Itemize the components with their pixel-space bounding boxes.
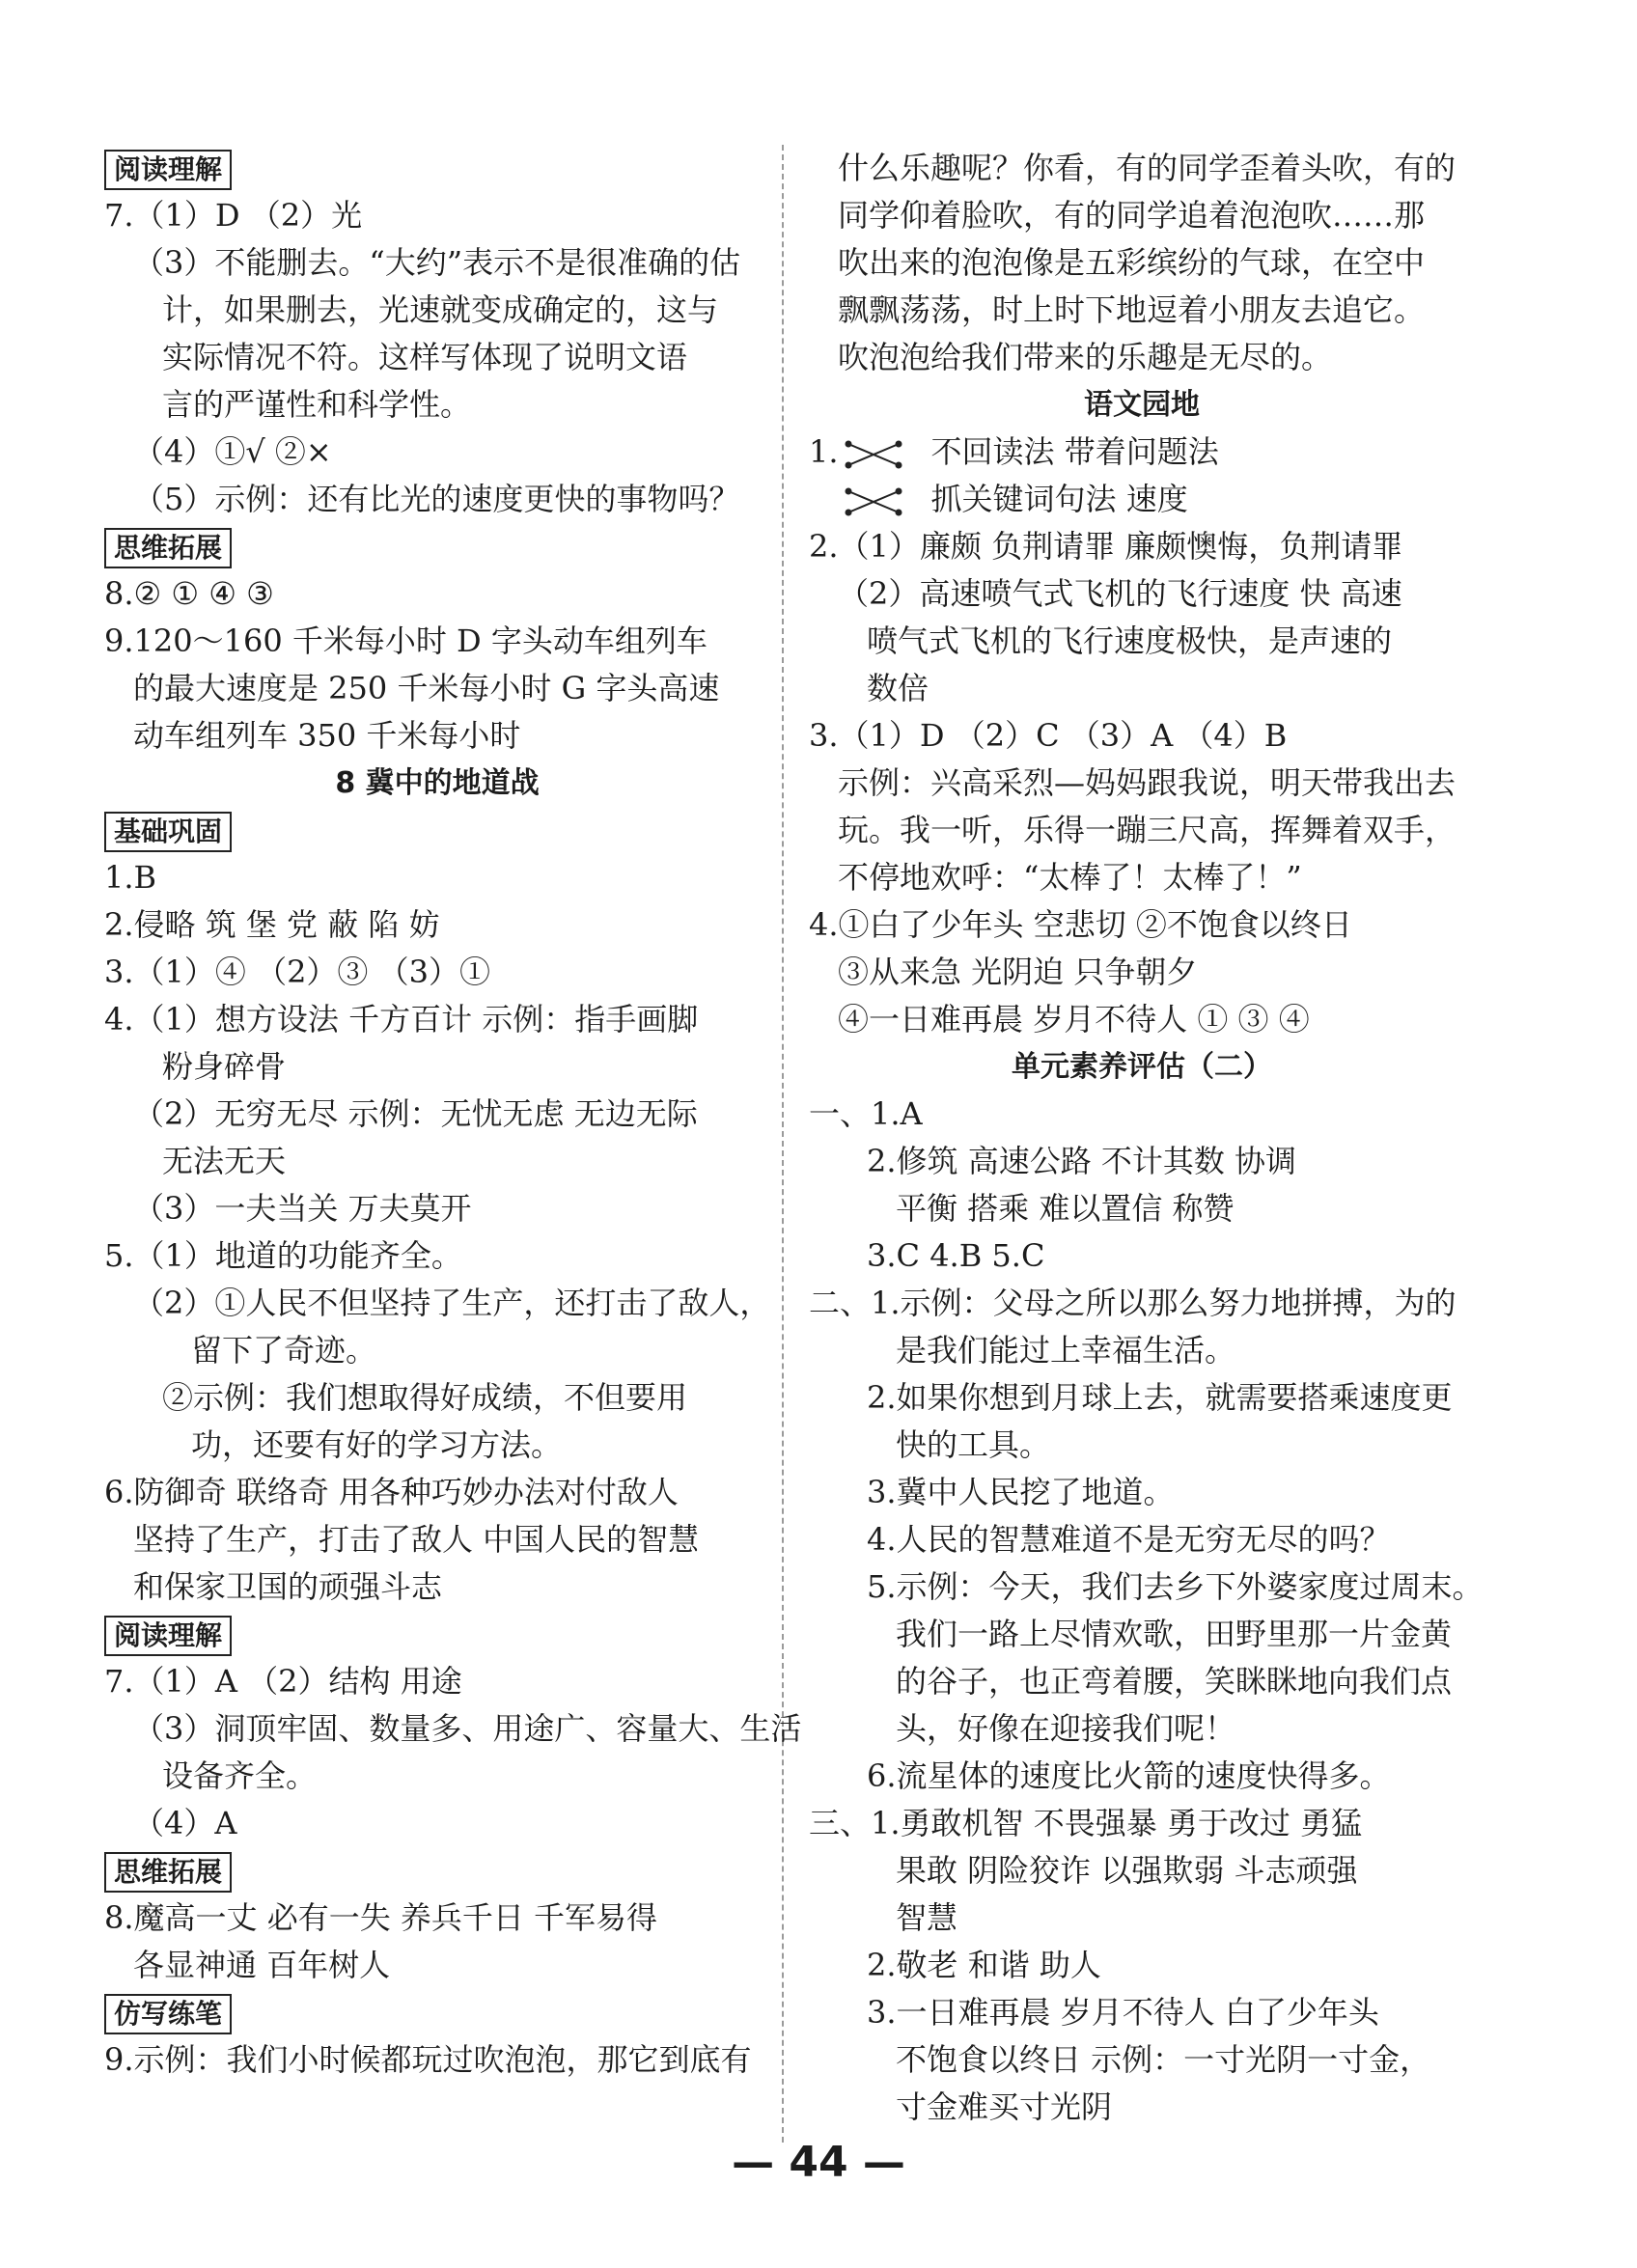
answer-line: 智慧 [896,1899,958,1936]
answer-line: 玩。我一听，乐得一蹦三尺高，挥舞着双手， [838,812,1457,848]
answer-line: 一、1.A [809,1095,923,1132]
answer-line: 4.人民的智慧难道不是无穷无尽的吗？ [867,1521,1391,1558]
answer-line: 3.C 4.B 5.C [867,1237,1045,1274]
answer-line: 无法无天 [162,1143,287,1179]
answer-line: ④一日难再晨 岁月不待人 ① ③ ④ [838,1001,1310,1037]
answer-line: 3.冀中人民挖了地道。 [867,1474,1175,1510]
answer-line: 留下了奇迹。 [191,1332,377,1369]
answer-line: （3）一夫当关 万夫莫开 [133,1190,472,1227]
answer-line: 计，如果删去，光速就变成确定的，这与 [162,291,719,328]
answer-line: 是我们能过上幸福生活。 [896,1332,1236,1369]
section-title: 语文园地 [1084,388,1200,422]
answer-line: 粉身碎骨 [162,1048,287,1085]
column-divider [782,145,784,2143]
section-label: 思维拓展 [104,1852,232,1893]
answer-line: 快的工具。 [896,1426,1051,1463]
answer-line: 平衡 搭乘 难以置信 称赞 [896,1190,1235,1227]
answer-line: 2.如果你想到月球上去，就需要搭乘速度更 [867,1379,1453,1416]
answer-line: 示例：兴高采烈—妈妈跟我说，明天带我出去 [838,764,1457,801]
answer-line: 的最大速度是 250 千米每小时 G 字头高速 [133,670,720,706]
section-title: 单元素养评估（二） [1012,1050,1272,1084]
answer-line: 不饱食以终日 示例：一寸光阴一寸金， [896,2041,1431,2078]
answer-line: 的谷子，也正弯着腰，笑眯眯地向我们点 [896,1663,1453,1700]
answer-line: （4）①√ ②× [133,433,332,470]
answer-line: 不停地欢呼：“太棒了！太棒了！” [838,859,1302,896]
answer-line: 1.B [104,859,157,896]
answer-line: （2）无穷无尽 示例：无忧无虑 无边无际 [133,1095,698,1132]
answer-line: 7.（1）A （2）结构 用途 [104,1663,462,1700]
answer-line: 3.（1）④ （2）③ （3）① [104,954,490,990]
answer-line: 三、1.勇敢机智 不畏强暴 勇于改过 勇猛 [809,1805,1363,1841]
answer-line: 3.（1）D （2）C （3）A （4）B [809,717,1288,754]
answer-line: 3.一日难再晨 岁月不待人 白了少年头 [867,1994,1379,2031]
answer-line: 吹出来的泡泡像是五彩缤纷的气球，在空中 [838,244,1426,281]
answer-line: ③从来急 光阴迫 只争朝夕 [838,954,1198,990]
answer-line: 我们一路上尽情欢歌，田野里那一片金黄 [896,1616,1453,1652]
answer-line: （3）洞顶牢固、数量多、用途广、容量大、生活 [133,1710,802,1747]
section-label: 阅读理解 [104,150,232,190]
answer-line: 数倍 [867,670,929,706]
left-column [104,145,802,2084]
answer-line: 功，还要有好的学习方法。 [191,1426,563,1463]
answer-line: 4.（1）想方设法 千方百计 示例：指手画脚 [104,1001,699,1037]
answer-line: （3）不能删去。“大约”表示不是很准确的估 [133,244,741,281]
answer-text: 抓关键词句法 速度 [930,481,1188,517]
matching-lines-icon [845,438,902,471]
question-number: 1. [809,433,839,470]
answer-line: 2.（1）廉颇 负荆请罪 廉颇懊悔，负荆请罪 [809,528,1403,565]
answer-line: 动车组列车 350 千米每小时 [133,717,521,754]
answer-line: 飘飘荡荡，时上时下地逗着小朋友去追它。 [838,291,1426,328]
answer-line: 2.修筑 高速公路 不计其数 协调 [867,1143,1297,1179]
answer-line: 吹泡泡给我们带来的乐趣是无尽的。 [838,339,1333,375]
answer-line: 7.（1）D （2）光 [104,197,363,234]
answer-line: 6.防御奇 联络奇 用各种巧妙办法对付敌人 [104,1474,679,1510]
answer-line: 和保家卫国的顽强斗志 [133,1568,443,1605]
answer-line: 5.示例：今天，我们去乡下外婆家度过周末。 [867,1568,1484,1605]
right-column [809,145,1484,2131]
answer-line: （5）示例：还有比光的速度更快的事物吗？ [133,481,740,517]
answer-line: （2）①人民不但坚持了生产，还打击了敌人， [133,1285,771,1321]
answer-line: 喷气式飞机的飞行速度极快，是声速的 [867,622,1393,659]
lesson-title: 8 冀中的地道战 [335,766,540,800]
answer-line: 坚持了生产，打击了敌人 中国人民的智慧 [133,1521,700,1558]
answer-line: 5.（1）地道的功能齐全。 [104,1237,462,1274]
answer-line: 2.敬老 和谐 助人 [867,1947,1101,1983]
page-number: — 44 — [732,2138,905,2187]
answer-line: 9.示例：我们小时候都玩过吹泡泡，那它到底有 [104,2041,752,2078]
answer-line: （4）A [133,1805,237,1841]
answer-line: 6.流星体的速度比火箭的速度快得多。 [867,1757,1391,1794]
answer-text: 不回读法 带着问题法 [930,433,1219,470]
answer-line: 实际情况不符。这样写体现了说明文语 [162,339,688,375]
section-label: 基础巩固 [104,812,232,852]
answer-line: 二、1.示例：父母之所以那么努力地拼搏，为的 [809,1285,1457,1321]
answer-line: 4.①白了少年头 空悲切 ②不饱食以终日 [809,906,1352,943]
section-label: 阅读理解 [104,1616,232,1656]
answer-line: 设备齐全。 [162,1757,318,1794]
answer-line: 8.② ① ④ ③ [104,575,274,612]
answer-line: 什么乐趣呢？你看，有的同学歪着头吹，有的 [838,150,1457,186]
section-label: 仿写练笔 [104,1994,232,2034]
answer-line: 言的严谨性和科学性。 [162,386,472,423]
answer-line: 各显神通 百年树人 [133,1947,391,1983]
answer-line: （2）高速喷气式飞机的飞行速度 快 高速 [838,575,1402,612]
answer-line: 8.魔高一丈 必有一失 养兵千日 千军易得 [104,1899,658,1936]
answer-line: 寸金难买寸光阴 [896,2088,1113,2125]
section-label: 思维拓展 [104,528,232,568]
matching-lines-icon [845,485,902,518]
answer-line: 9.120～160 千米每小时 D 字头动车组列车 [104,622,708,659]
answer-line: ②示例：我们想取得好成绩，不但要用 [162,1379,688,1416]
answer-line: 同学仰着脸吹，有的同学追着泡泡吹……那 [838,197,1426,234]
answer-line: 果敢 阴险狡诈 以强欺弱 斗志顽强 [896,1852,1358,1889]
answer-line: 头，好像在迎接我们呢！ [896,1710,1236,1747]
answer-line: 2.侵略 筑 堡 党 蔽 陷 妨 [104,906,440,943]
